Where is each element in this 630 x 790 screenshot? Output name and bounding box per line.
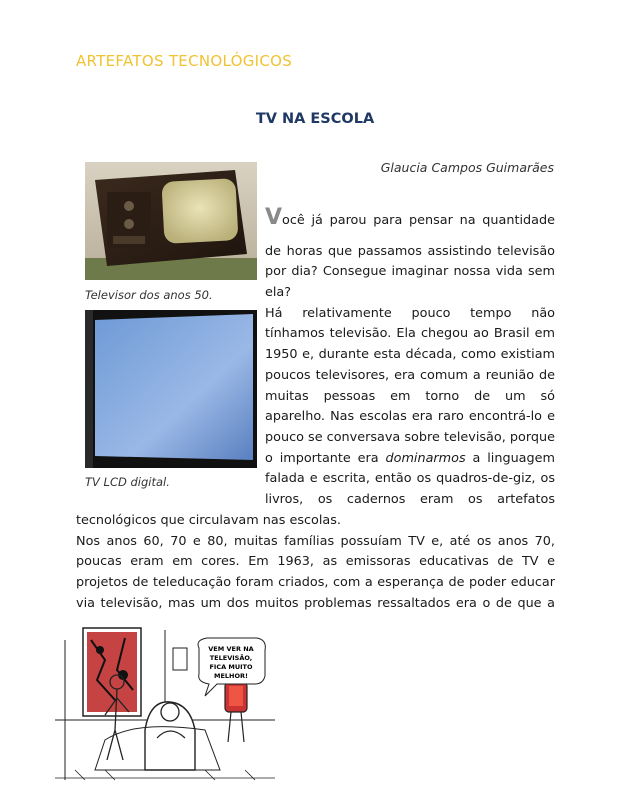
article-body-column — [265, 205, 555, 511]
paragraph-line: pouco se conversava sobre televisão, porque — [265, 429, 555, 445]
drop-cap: V — [265, 205, 283, 230]
paragraph-line: via televisão, mas um dos muitos problemas ressaltados era o de que a — [76, 595, 555, 611]
lcd-tv-photo — [85, 310, 257, 468]
paragraph-line: muitas pessoas em torno de um só — [265, 388, 555, 404]
old-tv-photo — [85, 162, 257, 280]
paragraph-line: 1950 e, durante esta década, como existiam — [265, 347, 555, 363]
speech-line: VEM VER NA — [208, 645, 254, 653]
speech-line: MELHOR! — [214, 672, 248, 680]
paragraph-line: Há relativamente pouco tempo não — [265, 305, 555, 321]
paragraph-line: aparelho. Nas escolas era raro encontrá-lo e — [265, 409, 555, 425]
paragraph-line: falada e escrita, então os quadros-de-giz, os — [265, 471, 555, 487]
paragraph-line: tecnológicos que circulavam nas escolas. — [76, 513, 341, 528]
section-title: ARTEFATOS TECNOLÓGICOS — [76, 52, 293, 70]
figure-caption: TV LCD digital. — [85, 475, 170, 489]
figure-caption: Televisor dos anos 50. — [85, 288, 213, 302]
paragraph-line: livros, os cadernos eram os artefatos — [265, 491, 555, 507]
paragraph-line: poucas eram em cores. Em 1963, as emissoras educativas de TV e — [76, 554, 555, 570]
paragraph-line: o importante era dominarmos a linguagem — [265, 450, 555, 466]
emphasis: dominarmos — [385, 450, 466, 466]
paragraph-line: projetos de teleducação foram criados, com a esperança de poder educar — [76, 575, 555, 591]
speech-line: TELEVISÃO, — [209, 654, 253, 662]
article-title: TV NA ESCOLA — [255, 111, 375, 127]
paragraph-line: de horas que passamos assistindo televisão — [265, 243, 555, 259]
cartoon-illustration — [45, 620, 275, 785]
paragraph-line: tínhamos televisão. Ela chegou ao Brasil em — [265, 326, 555, 342]
article-body-full — [76, 511, 555, 614]
paragraph-line: por dia? Consegue imaginar nossa vida sem — [265, 264, 555, 280]
paragraph-line: ela? — [265, 285, 292, 301]
paragraph-line: Nos anos 60, 70 e 80, muitas famílias possuíam TV e, até os anos 70, — [76, 533, 555, 549]
paragraph-line: poucos televisores, era comum a reunião de — [265, 367, 555, 383]
article-author: Glaucia Campos Guimarães — [380, 160, 554, 175]
speech-line: FICA MUITO — [209, 663, 253, 671]
paragraph-line: Você já parou para pensar na quantidade — [265, 205, 555, 230]
